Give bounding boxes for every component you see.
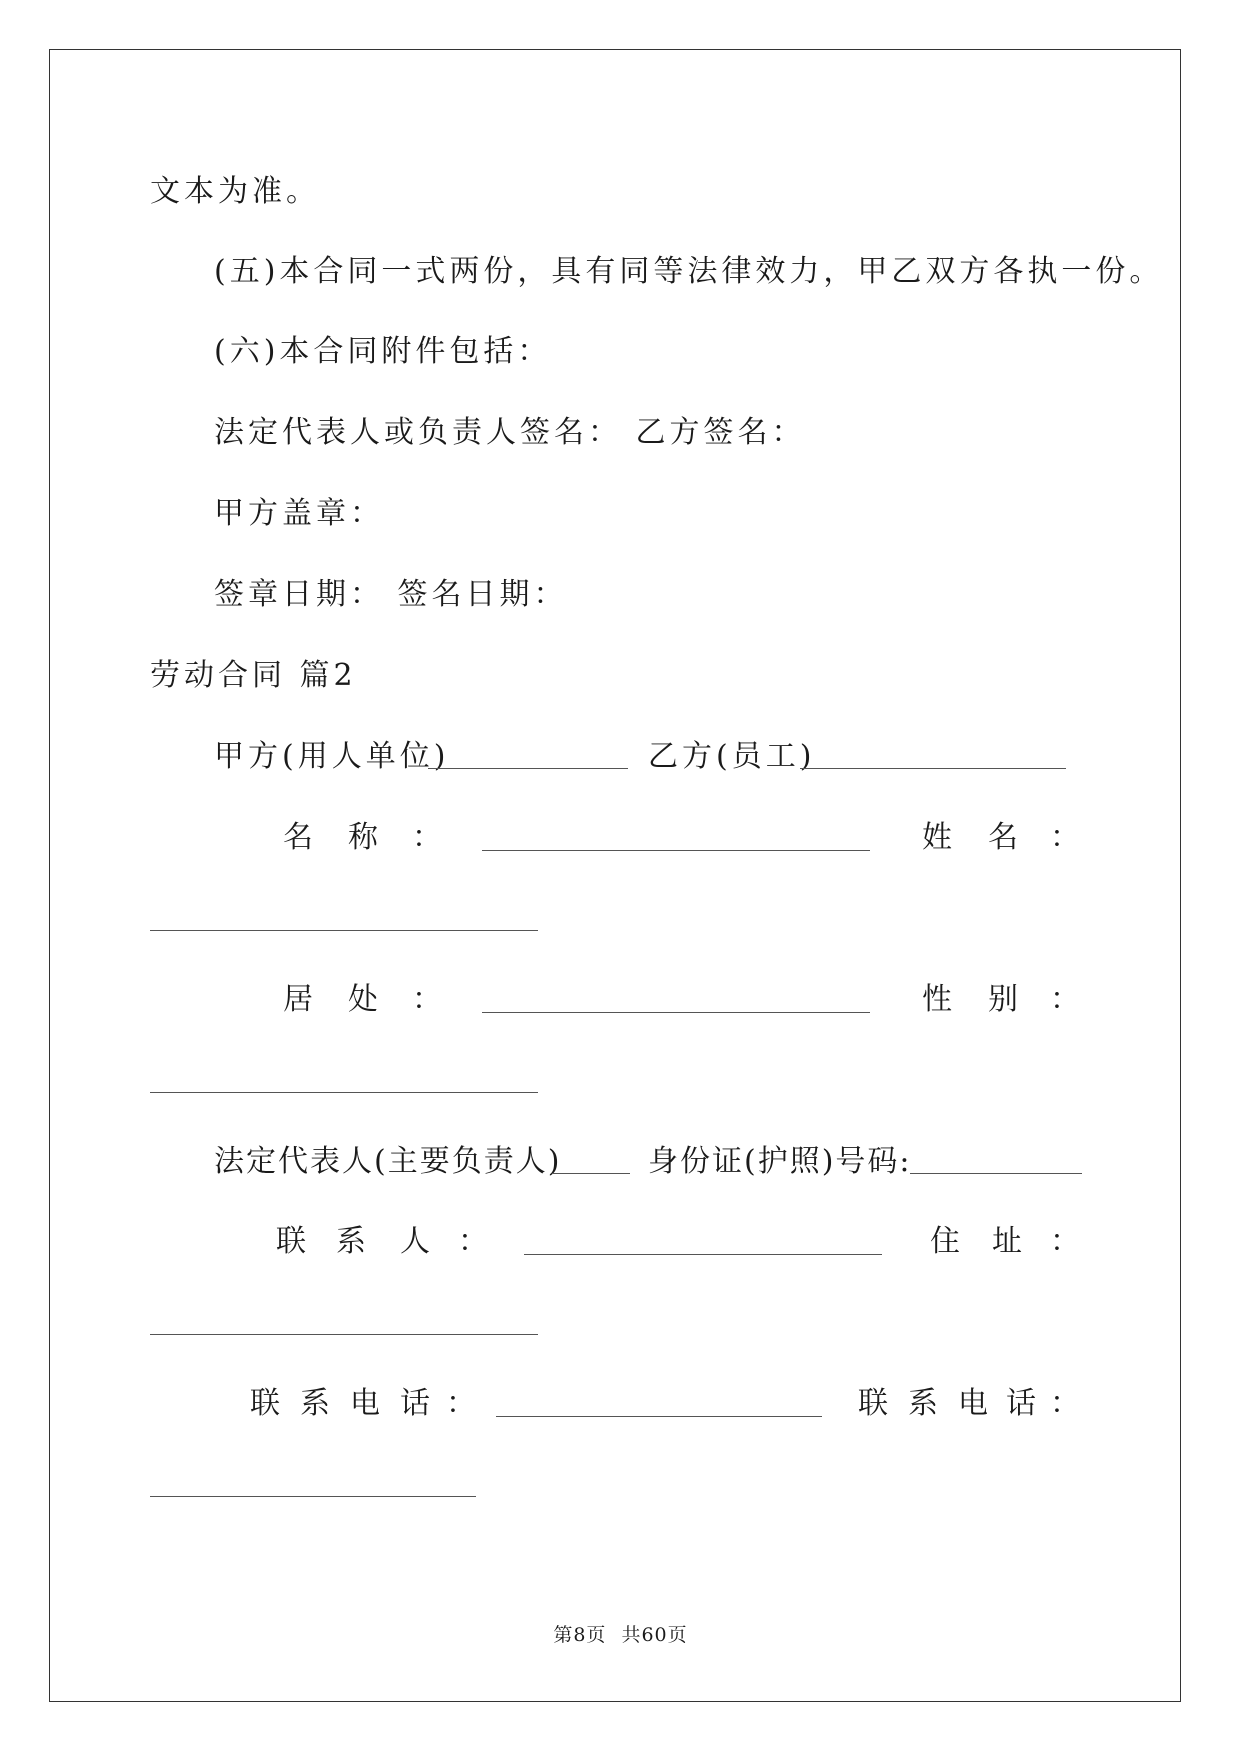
name-b-char: 姓 (922, 820, 952, 855)
phone-b-char: 系 (908, 1386, 938, 1421)
text-line: 法定代表人或负责人签名： 乙方签名： (214, 415, 806, 450)
text-line: 签章日期： 签名日期： (214, 577, 568, 612)
id-number-blank[interactable] (910, 1173, 1082, 1174)
page-border (49, 49, 1181, 1702)
name-b-char: 名 (988, 820, 1018, 855)
gender-b-char: 别 (988, 982, 1018, 1017)
id-number-label: 身份证(护照)号码: (648, 1144, 912, 1179)
page-number: 第8页 (553, 1624, 607, 1646)
page-footer (0, 1620, 1241, 1647)
name-a-colon: ： (412, 820, 442, 855)
addr-a-char: 处 (348, 982, 378, 1017)
name-b-colon: ： (1050, 820, 1080, 855)
phone-a-blank[interactable] (496, 1416, 822, 1417)
phone-b-colon: ： (1050, 1386, 1080, 1421)
address-b-char: 住 (930, 1224, 960, 1259)
text-line: 甲方盖章： (214, 496, 384, 531)
section-heading: 劳动合同 篇2 (150, 658, 357, 693)
text-line: (五)本合同一式两份，具有同等法律效力，甲乙双方各执一份。 (214, 254, 1164, 289)
contact-a-char: 人 (400, 1224, 430, 1259)
gender-b-colon: ： (1050, 982, 1080, 1017)
phone-a-char: 话 (400, 1386, 430, 1421)
text-line: (六)本合同附件包括： (214, 334, 552, 369)
party-b-label: 乙方(员工) (648, 739, 816, 774)
phone-b-char: 电 (958, 1386, 988, 1421)
party-a-label: 甲方(用人单位) (214, 739, 450, 774)
name-b-blank[interactable] (150, 930, 538, 931)
phone-a-colon: ： (446, 1386, 476, 1421)
name-a-char: 名 (283, 820, 313, 855)
contact-a-char: 联 (276, 1224, 306, 1259)
party-a-blank[interactable] (428, 768, 628, 769)
address-b-char: 址 (992, 1224, 1022, 1259)
contact-a-blank[interactable] (524, 1254, 882, 1255)
legal-rep-label: 法定代表人(主要负责人) (214, 1144, 562, 1179)
party-b-blank[interactable] (800, 768, 1066, 769)
page-total: 共60页 (621, 1624, 688, 1646)
addr-a-blank[interactable] (482, 1012, 870, 1013)
phone-a-char: 电 (350, 1386, 380, 1421)
phone-b-char: 联 (858, 1386, 888, 1421)
address-b-colon: ： (1050, 1224, 1080, 1259)
name-a-blank[interactable] (482, 850, 870, 851)
addr-a-char: 居 (283, 982, 313, 1017)
gender-b-blank[interactable] (150, 1092, 538, 1093)
contact-a-colon: ： (458, 1224, 488, 1259)
legal-rep-blank[interactable] (552, 1173, 630, 1174)
text-line: 文本为准。 (150, 174, 320, 209)
phone-b-blank[interactable] (150, 1496, 476, 1497)
contact-a-char: 系 (336, 1224, 366, 1259)
addr-a-colon: ： (412, 982, 442, 1017)
phone-a-char: 系 (300, 1386, 330, 1421)
phone-a-char: 联 (250, 1386, 280, 1421)
address-b-blank[interactable] (150, 1334, 538, 1335)
name-a-char: 称 (348, 820, 378, 855)
gender-b-char: 性 (922, 982, 952, 1017)
phone-b-char: 话 (1006, 1386, 1036, 1421)
